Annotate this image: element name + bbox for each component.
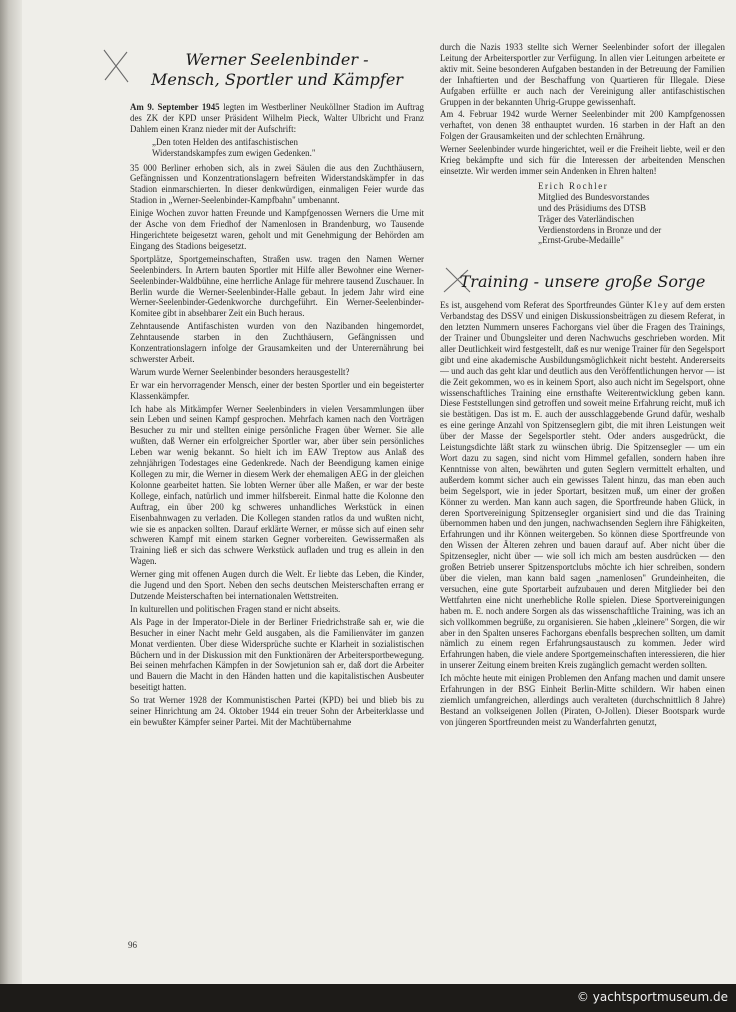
article-headline: [130, 50, 424, 90]
handwritten-x-mark: [100, 46, 134, 86]
continuation-paragraph: Werner Seelenbinder wurde hingerichtet, weil er die Freiheit liebte, weil er den Krieg bekämpfte und sich für die Interessen der arbeitenden Menschen einsetzte. Wir werden immer sein Andenken in Ehren halten!: [440, 144, 725, 176]
author-title-line: Träger des Vaterländischen: [538, 213, 635, 224]
copyright-credit: © yachtsportmuseum.de: [576, 990, 728, 1004]
intro-date: Am 9. September 1945: [130, 102, 220, 112]
author-title-line: Verdienstordens in Bronze und der: [538, 224, 662, 235]
paragraph: Ich habe als Mitkämpfer Werner Seelenbinders in vielen Versammlungen über sein Leben und seinen Kampf gesprochen. Mehrfach kamen nach den Vorträgen Besucher zu mir und stellten einige persönliche Fragen über Werner. Sie alle wußten, daß Werner ein erfolgreicher Sportler war, aber über sein persönliches Leben war wenig bekannt. So hielt ich im EAW Treptow aus Anlaß des zehnjährigen Todestages eine Gedenkrede. Nach der Beendigung kamen einige Kollegen zu mir, die Werner in diesem Werk der ehemaligen AEG in der gleichen Kolonne gearbeitet hatten. Sie lobten Werner über alle Maßen, er war der beste Kollege, einfach, natürlich und immer hilfsbereit. Einmal hatte die Kolonne den Auftrag, ein über 200 kg schweres unhandliches Werkstück in einen Eisenbahnwagen zu verladen. Die Kollegen standen ratlos da und wußten nicht, wie sie es anpacken sollten. Darauf erklärte Werner, er müsse sich auf einen sehr schweren Kampf mit einem starken Gegner vorbereiten. Gewissermaßen als Training ließ er sich das schwere Werkstück aufladen und trug es allein in den Wagen.: [130, 403, 424, 567]
paragraph: Er war ein hervorragender Mensch, einer der besten Sportler und ein begeisterter Klassenkämpfer.: [130, 379, 424, 401]
training-headline: Training - unsere große Sorge: [459, 272, 706, 292]
text-run: auf dem ersten Verbandstag des DSSV und einigen Diskussionsbeiträgen zu diesem Referat, in den letzten Nummern unseres Fachorgans viel über die Fragen des Trainings, der Trainer und Übungsleiter und deren Nachwuchs geschrieben worden. Mit aller Deutlichkeit wird festgestellt, daß es nur wenige Trainer für den Segelsport gibt und eine akademische Ausbildungsmöglichkeit nicht besteht. Andererseits — und auch das geht klar und deutlich aus den Veröffentlichungen hervor — ist die Zeit gekommen, wo es in keinem Sport, also auch nicht im Segelsport, ohne wissenschaftliches Training eine ernsthafte Weiterentwicklung geben kann. Diese Feststellungen sind getroffen und soweit meine Erfahrung reicht, muß ich sie bestätigen. Das ist m. E. auch der ausschlaggebende Grund dafür, weshalb es eine geringe Anzahl von Spitzenseglern gibt, die mit ihren Leistungen weit über der Masse der Segelsportler steht. Oder anders ausgedrückt, die Leistungsdichte läßt stark zu wünschen übrig. Die Spitzensegler — um ein Wort dazu zu sagen, sind nicht vom Himmel gefallen, sondern haben ihre Kenntnisse von alten, bewährten und guten Seglern vermittelt erhalten, und außerdem kommt sicher auch ein gewisses Talent hinzu, das man eben auch beim Segelsport, wie in jeder Sportart, besitzen muß, um einer der großen Könner zu werden. Man kann auch sagen, die Sportfreunde haben Glück, in deren Sportvereinigung Spitzensegler organisiert sind und die das Training übernommen haben und den jungen, nachwachsenden Seglern ihre Fähigkeiten, Erfahrungen und ihr Können weitergeben. So können diese Sportfreunde von den Wissen der Älteren zehren und bauen darauf auf. Aber nicht über die Spitzensegler, nicht über — wie soll ich mich am besten ausdrücken — den großen Betrieb unserer Spitzensportclubs möchte ich hier schreiben, sondern über die vielen, man kann bald sagen „namenlosen" Grundeinheiten, die versuchen, eine gute Sportarbeit aufzubauen und deren Mitglieder bei den Wettfahrten eine nicht unerhebliche Rolle spielen. Diese Sportvereinigungen haben m. E. noch andere Sorgen als das wissenschaftliche Training, was ich an sich vollkommen begrüße, zu organisieren. Sie haben „kleinere" Sorgen, die wir aber in den Spalten unseres Fachorgans ebenfalls besprechen sollten, um damit nämlich zu einem regen Erfahrungsaustausch zu kommen. Jeder wird Erfahrungen haben, die viele andere Sportgemeinschaften interessieren, die hier in unserer Zeitung einem breiten Kreis zugänglich gemacht werden sollten.: [440, 300, 725, 671]
quote-line-1: „Den toten Helden des antifaschistischen: [152, 136, 298, 147]
quote-line-2: Widerstandskampfes zum ewigen Gedenken.": [152, 147, 316, 158]
training-paragraph: Ich möchte heute mit einigen Problemen den Anfang machen und damit unsere Erfahrungen in der BSG Einheit Berlin-Mitte schildern. Wir haben einen ziemlich umfangreichen, allerdings auch veralteten (durchschnittlich 8 Jahre) Bestand an volkseigenen Jollen (Piraten, O-Jollen). Dieser Bootspark wurde von jüngeren Sportfreunden meist zu Wanderfahrten genutzt,: [440, 673, 725, 727]
book-spine: [0, 0, 22, 984]
author-title-line: „Ernst-Grube-Medaille": [538, 235, 624, 246]
paragraph: Warum wurde Werner Seelenbinder besonders herausgestellt?: [130, 366, 350, 377]
page-number: 96: [128, 940, 137, 950]
author-title-line: Mitglied des Bundesvorstandes: [538, 191, 650, 202]
intro-paragraph: [130, 102, 424, 135]
intro-text: legten im Westberliner Neuköllner Stadion im Auftrag des ZK der KPD unser Präsident Wilhelm Pieck, Walter Ulbricht und Franz Dahlem einen Kranz nieder mit der Aufschrift:: [130, 102, 424, 134]
headline-line-1: Werner Seelenbinder -: [185, 50, 369, 69]
right-column: [440, 42, 725, 932]
paragraph: Sportplätze, Sportgemeinschaften, Straßen usw. tragen den Namen Werner Seelenbinders. In Artern bauten Sportler mit Hilfe aller Bewohner eine Werner-Seelenbinder-Waldbühne, eine herrliche Anlage für mehrere tausend Zuschauer. In Berlin wurde die Werner-Seelenbinder-Halle gebaut. In jedem Jahr wird eine Werner-Seelenbinder-Gedenkworche durchgeführt. Ein Werner-Seelenbinder-Komitee gibt in absehbarer Zeit ein Buch heraus.: [130, 253, 424, 319]
paragraph: Als Page in der Imperator-Diele in der Berliner Friedrichstraße sah er, wie die Besucher in einer Nacht mehr Geld ausgaben, als die Familienväter im ganzen Monat verdienten. Über diese Widersprüche suchte er Klarheit in sozialistischen Büchern und in der Diskussion mit den Funktionären der Arbeitersportbewegung. Bei seinen mehrfachen Kämpfen in der Sowjetunion sah er, daß dort die Arbeiter und Bauern die Macht in den Händen hatten und die kapitalistischen Ausbeuter beseitigt hatten.: [130, 616, 424, 693]
paragraph: Werner ging mit offenen Augen durch die Welt. Er liebte das Leben, die Kinder, die Jugend und den Sport. Neben den sechs deutschen Meisterschaften errang er Dutzende Meisterschaften bei internationalen Wettstreiten.: [130, 569, 424, 601]
headline-line-2: Mensch, Sportler und Kämpfer: [151, 70, 403, 89]
left-column: [130, 42, 424, 932]
paragraph: Einige Wochen zuvor hatten Freunde und Kampfgenossen Werners die Urne mit der Asche von dem Friedhof der Namenlosen in Brandenburg, wo Tausende Hingerichtete beigesetzt waren, geholt und mit Genehmigung der Behörden am Eingang des Stadions beigesetzt.: [130, 208, 424, 251]
author-signature-block: [538, 181, 725, 246]
continuation-paragraph: durch die Nazis 1933 stellte sich Werner Seelenbinder sofort der illegalen Leitung der Arbeitersportler zur Verfügung. In allen vier Leitungen arbeitete er aktiv mit. Seine besonderen Aufgaben bestanden in der Betreuung der Familien der Inhaftierten und der Beschaffung von Quartieren für Illegale. Diese Aufgaben erfüllte er auch nach der Vereinigung aller antifaschistischen Gruppen in der bekannten Uhrig-Gruppe gewissenhaft.: [440, 42, 725, 107]
person-name: Kley: [646, 300, 670, 311]
paragraph: In kulturellen und politischen Fragen stand er nicht abseits.: [130, 603, 341, 614]
text-run: Es ist, ausgehend vom Referat des Sportfreundes Günter: [440, 300, 647, 311]
author-title-line: und des Präsidiums des DTSB: [538, 202, 646, 213]
continuation-paragraph: Am 4. Februar 1942 wurde Werner Seelenbinder mit 200 Kampfgenossen verhaftet, von denen 38 enthauptet wurden. 16 starben in der Haft an den Folgen der Grausamkeiten und der schlechten Ernährung.: [440, 109, 725, 142]
author-name: Erich Rochler: [538, 180, 609, 191]
paragraph: So trat Werner 1928 der Kommunistischen Partei (KPD) bei und blieb bis zu seiner Hinrichtung am 24. Oktober 1944 ein treuer Sohn der Arbeiterklasse und ein bewußter Kämpfer seiner Partei. Mit der Machtübernahme: [130, 695, 424, 727]
paragraph: 35 000 Berliner erhoben sich, als in zwei Säulen die aus den Zuchthäusern, Gefängnissen und Konzentrationslagern befreiten Widerstandskämpfer in das Stadion einmarschierten. In dieser denkwürdigen, einmaligen Feier wurde das Stadion in „Werner-Seelenbinder-Kampfbahn" umbenannt.: [130, 162, 424, 206]
wreath-inscription-quote: [152, 137, 424, 159]
paragraph: Zehntausende Antifaschisten wurden von den Nazibanden hingemordet, Zehntausende starben in den Zuchthäusern, Gefängnissen und Konzentrationslagern infolge der Grausamkeiten und der Unterernährung bei schwerster Arbeit.: [130, 321, 424, 364]
training-paragraph: [440, 300, 725, 671]
